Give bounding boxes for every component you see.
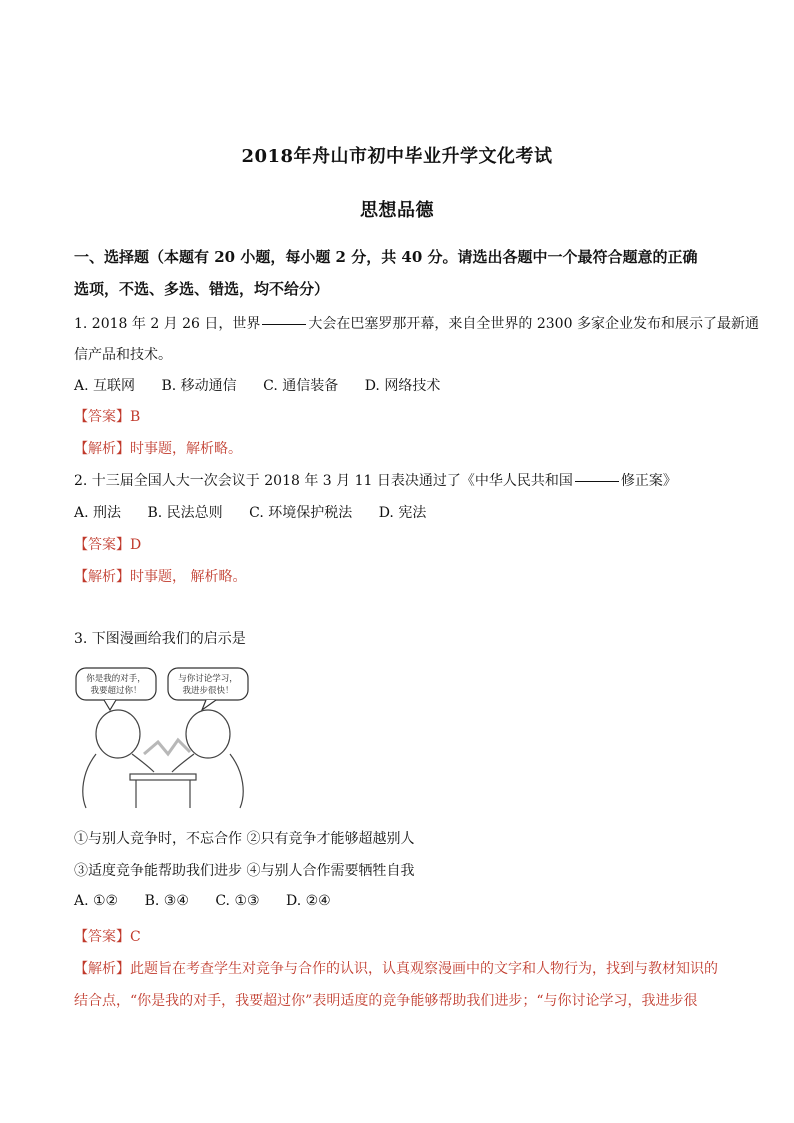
answer-label: 【答案】 — [74, 537, 130, 553]
q1-option-a: A. 互联网 — [74, 378, 136, 394]
q1-stem-part-b: 大会在巴塞罗那开幕，来自全世界的 2300 多家企业发布和展示了最新通 — [308, 316, 759, 332]
q2-option-b: B. 民法总则 — [147, 505, 223, 521]
q2-option-a: A. 刑法 — [74, 505, 122, 521]
left-bubble-line-1: 你是我的对手， — [86, 674, 146, 684]
q1-option-b: B. 移动通信 — [161, 378, 237, 394]
q3-statements-line-2: ③适度竞争能帮助我们进步 ④与别人合作需要牺牲自我 — [74, 863, 415, 879]
exam-title: 2018年舟山市初中毕业升学文化考试 — [241, 146, 553, 167]
watermark-stamp — [144, 740, 190, 754]
q1-answer — [74, 406, 724, 426]
q2-option-d: D. 宪法 — [378, 505, 427, 521]
right-bubble-line-1: 与你讨论学习， — [178, 674, 238, 684]
q1-stem-part-a: 1. 2018 年 2 月 26 日，世界 — [74, 316, 261, 332]
q2-analysis-text: 时事题， 解析略。 — [130, 569, 247, 585]
left-bubble-tail — [104, 700, 116, 710]
q2-blank — [575, 481, 619, 482]
q3-analysis-line-2: 结合点，“你是我的对手，我要超过你”表明适度的竞争能够帮助我们进步；“与你讨论学习，我进步很 — [74, 993, 698, 1009]
q3-statements-line-1: ①与别人竞争时，不忘合作 ②只有竞争才能够超越别人 — [74, 831, 415, 847]
q2-stem — [74, 470, 724, 490]
left-person-body — [83, 754, 96, 808]
q1-analysis — [74, 438, 724, 458]
q2-options — [74, 502, 724, 522]
cartoon-illustration — [74, 662, 252, 810]
q2-stem-part-b: 修正案》 — [620, 473, 677, 489]
q3-answer — [74, 926, 724, 946]
answer-label: 【答案】 — [74, 929, 130, 945]
q1-analysis-text: 时事题，解析略。 — [130, 441, 242, 457]
analysis-label: 【解析】 — [74, 569, 130, 585]
section-heading-line-2: 选项，不选、多选、错选，均不给分） — [74, 280, 330, 298]
q3-stem: 3. 下图漫画给我们的启示是 — [74, 631, 246, 647]
q2-analysis — [74, 566, 724, 586]
right-bubble-tail — [202, 700, 216, 710]
q1-stem — [74, 313, 759, 333]
q1-stem-continued: 信产品和技术。 — [74, 347, 172, 363]
q1-option-c: C. 通信装备 — [263, 378, 339, 394]
q1-option-d: D. 网络技术 — [364, 378, 441, 394]
q2-answer — [74, 534, 724, 554]
section-heading-line-1: 一、选择题（本题有 20 小题，每小题 2 分，共 40 分。请选出各题中一个最符合题意的正确 — [74, 248, 698, 266]
q3-answer-value: C — [130, 929, 141, 945]
q3-option-a: A. ①② — [74, 893, 119, 909]
q1-answer-value: B — [130, 409, 141, 425]
left-person-head — [96, 710, 140, 758]
answer-label: 【答案】 — [74, 409, 130, 425]
q3-option-c: C. ①③ — [215, 893, 260, 909]
left-person-arm — [132, 754, 154, 772]
exam-subject: 思想品德 — [360, 200, 434, 221]
q3-analysis-text-1: 此题旨在考查学生对竞争与合作的认识，认真观察漫画中的文字和人物行为，找到与教材知识的 — [130, 961, 718, 977]
q2-option-c: C. 环境保护税法 — [249, 505, 353, 521]
analysis-label: 【解析】 — [74, 441, 130, 457]
q1-blank — [262, 324, 306, 325]
left-bubble-line-2: 我要超过你！ — [90, 686, 142, 696]
right-person-head — [186, 710, 230, 758]
q3-analysis-line-1 — [74, 958, 724, 978]
table-top — [130, 774, 196, 780]
q3-option-d: D. ②④ — [286, 893, 331, 909]
q3-option-b: B. ③④ — [144, 893, 189, 909]
right-person-body — [230, 754, 243, 808]
right-bubble-line-2: 我进步很快！ — [182, 686, 234, 696]
right-person-arm — [172, 754, 194, 772]
q3-options — [74, 893, 724, 909]
analysis-label: 【解析】 — [74, 961, 130, 977]
q2-stem-part-a: 2. 十三届全国人大一次会议于 2018 年 3 月 11 日表决通过了《中华人民共和国 — [74, 473, 573, 489]
q2-answer-value: D — [130, 537, 142, 553]
q1-options — [74, 375, 724, 395]
